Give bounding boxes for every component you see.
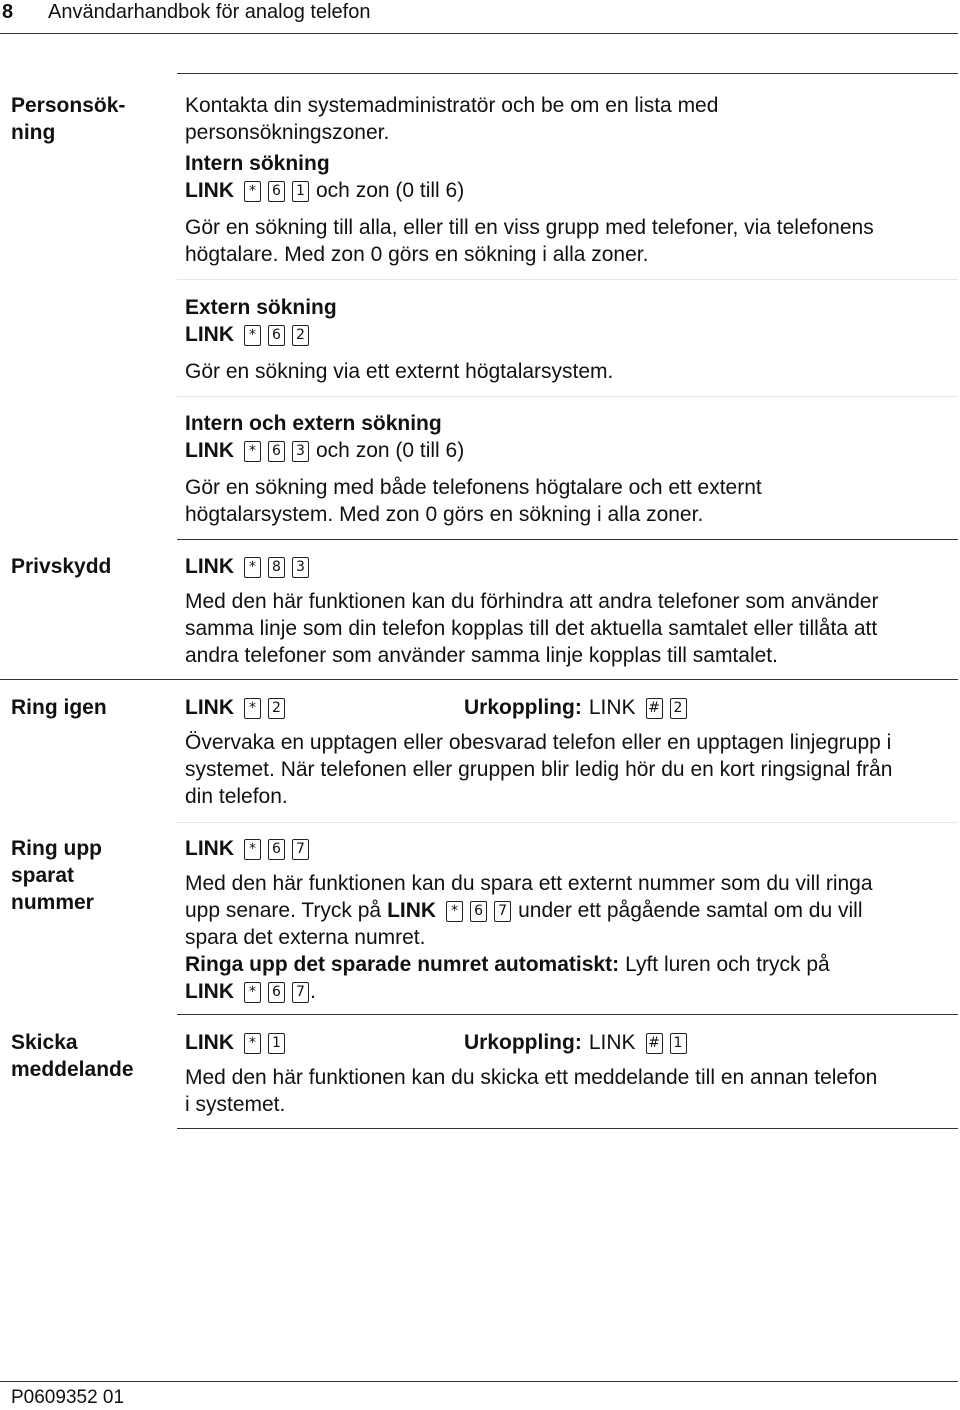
personsokning-intro <box>185 92 718 146</box>
section-label-privskydd: Privskydd <box>11 555 112 578</box>
intern-extern-block <box>185 410 464 464</box>
text-line: personsökningszoner. <box>185 121 390 144</box>
link-label: LINK <box>185 179 234 202</box>
text-line: spara det externa numret. <box>185 926 426 949</box>
ring-upp-desc <box>185 870 873 1005</box>
extern-sokning-desc <box>185 358 613 385</box>
link-label: LINK <box>387 899 437 922</box>
link-label: LINK <box>185 696 234 719</box>
hash-key-icon: # <box>646 698 663 719</box>
star-key-icon: * <box>244 1033 261 1054</box>
text-line: andra telefoner som använder samma linje kopplas till samtalet. <box>185 644 778 667</box>
key-sequence <box>185 1029 292 1056</box>
section-label-skicka <box>11 1029 161 1083</box>
link-label: LINK <box>185 980 234 1003</box>
section-rule <box>177 539 958 540</box>
link-label: LINK <box>588 696 636 719</box>
text-line: Med den här funktionen kan du skicka ett meddelande till en annan telefon <box>185 1066 878 1089</box>
key-7-icon: 7 <box>292 982 309 1003</box>
key-sequence <box>185 553 316 580</box>
link-label: LINK <box>185 837 234 860</box>
skicka-urkoppling <box>464 1029 694 1056</box>
urkoppling-label: Urkoppling: <box>464 1031 582 1054</box>
section-rule <box>0 679 958 680</box>
link-label: LINK <box>588 1031 636 1054</box>
ring-igen-urkoppling <box>464 694 694 721</box>
text-line: Övervaka en upptagen eller obesvarad telefon eller en upptagen linjegrupp i <box>185 731 892 754</box>
text-line: högtalare. Med zon 0 görs en sökning i alla zoner. <box>185 243 649 266</box>
label-line: sparat <box>11 864 75 887</box>
text-line: Gör en sökning via ett externt högtalarsystem. <box>185 360 614 383</box>
section-rule <box>177 1014 958 1015</box>
text-line: Med den här funktionen kan du spara ett externt nummer som du vill ringa <box>185 872 873 895</box>
label-line: Personsök- <box>11 94 126 117</box>
key-6-icon: 6 <box>470 901 487 922</box>
divider <box>177 822 958 823</box>
text-line: högtalarsystem. Med zon 0 görs en sökning i alla zoner. <box>185 503 704 526</box>
link-label: LINK <box>185 1031 234 1054</box>
text-line: systemet. När telefonen eller gruppen blir ledig hör du en kort ringsignal från <box>185 758 893 781</box>
key-sequence <box>185 978 873 1005</box>
divider <box>177 396 958 397</box>
zone-text: och zon (0 till 6) <box>316 179 465 202</box>
section-rule <box>177 73 958 74</box>
key-sequence <box>185 835 316 862</box>
hash-key-icon: # <box>646 1033 663 1054</box>
key-sequence <box>185 177 464 204</box>
text-line: Med den här funktionen kan du förhindra att andra telefoner som använder <box>185 590 879 613</box>
label-line: ning <box>11 121 56 144</box>
divider <box>177 279 958 280</box>
label-line: Ring upp <box>11 837 102 860</box>
key-6-icon: 6 <box>268 982 285 1003</box>
ring-igen-desc <box>185 729 892 810</box>
key-1-icon: 1 <box>292 181 309 202</box>
star-key-icon: * <box>244 839 261 860</box>
intern-extern-desc <box>185 474 762 528</box>
key-7-icon: 7 <box>494 901 511 922</box>
subheading: Extern sökning <box>185 296 337 319</box>
key-6-icon: 6 <box>268 441 285 462</box>
bold-text: Ringa upp det sparade numret automatiskt: <box>185 953 620 976</box>
subheading: Intern och extern sökning <box>185 412 442 435</box>
ring-upp-keys <box>185 835 316 862</box>
text-fragment: under ett pågående samtal om du vill <box>518 899 863 922</box>
period: . <box>310 980 316 1003</box>
key-1-icon: 1 <box>670 1033 687 1054</box>
urkoppling-label: Urkoppling: <box>464 696 582 719</box>
section-label-ring-upp <box>11 835 161 916</box>
skicka-keys <box>185 1029 292 1056</box>
extern-sokning-block <box>185 294 337 348</box>
key-sequence <box>185 321 337 348</box>
key-2-icon: 2 <box>670 698 687 719</box>
star-key-icon: * <box>446 901 463 922</box>
privskydd-keys <box>185 553 316 580</box>
label-line: Skicka <box>11 1031 78 1054</box>
text-line: Kontakta din systemadministratör och be om en lista med <box>185 94 719 117</box>
star-key-icon: * <box>244 982 261 1003</box>
key-7-icon: 7 <box>292 839 309 860</box>
key-6-icon: 6 <box>268 325 285 346</box>
link-label: LINK <box>185 323 234 346</box>
star-key-icon: * <box>244 181 261 202</box>
text-fragment: Lyft luren och tryck på <box>625 953 830 976</box>
page-number: 8 <box>2 1 14 23</box>
zone-text: och zon (0 till 6) <box>316 439 465 462</box>
section-rule <box>177 1128 958 1129</box>
header-rule <box>0 33 958 34</box>
label-line: meddelande <box>11 1058 134 1081</box>
subheading: Intern sökning <box>185 152 330 175</box>
key-6-icon: 6 <box>268 181 285 202</box>
key-2-icon: 2 <box>268 698 285 719</box>
key-3-icon: 3 <box>292 441 309 462</box>
text-line: din telefon. <box>185 785 288 808</box>
text-line: i systemet. <box>185 1093 286 1116</box>
document-title: Användarhandbok för analog telefon <box>48 1 371 23</box>
key-6-icon: 6 <box>268 839 285 860</box>
text-fragment: upp senare. Tryck på <box>185 899 382 922</box>
key-sequence <box>464 1029 694 1056</box>
text-line: samma linje som din telefon kopplas till det aktuella samtalet eller tillåta att <box>185 617 878 640</box>
text-line: Gör en sökning till alla, eller till en viss grupp med telefoner, via telefonens <box>185 216 874 239</box>
star-key-icon: * <box>244 698 261 719</box>
text-line: Gör en sökning med både telefonens högtalare och ett externt <box>185 476 762 499</box>
star-key-icon: * <box>244 557 261 578</box>
key-sequence <box>464 694 694 721</box>
star-key-icon: * <box>244 325 261 346</box>
key-sequence <box>185 437 464 464</box>
section-label-personsokning <box>11 92 161 146</box>
link-label: LINK <box>185 555 234 578</box>
link-label: LINK <box>185 439 234 462</box>
section-label-ring-igen: Ring igen <box>11 696 107 719</box>
key-2-icon: 2 <box>292 325 309 346</box>
label-line: nummer <box>11 891 94 914</box>
key-1-icon: 1 <box>268 1033 285 1054</box>
star-key-icon: * <box>244 441 261 462</box>
privskydd-desc <box>185 588 878 669</box>
intern-sokning-block <box>185 150 464 204</box>
key-8-icon: 8 <box>268 557 285 578</box>
key-3-icon: 3 <box>292 557 309 578</box>
text-line <box>185 951 873 978</box>
footer-rule <box>0 1381 958 1382</box>
text-line <box>185 897 873 924</box>
intern-sokning-desc <box>185 214 874 268</box>
document-code: P0609352 01 <box>11 1387 125 1408</box>
skicka-desc <box>185 1064 877 1118</box>
